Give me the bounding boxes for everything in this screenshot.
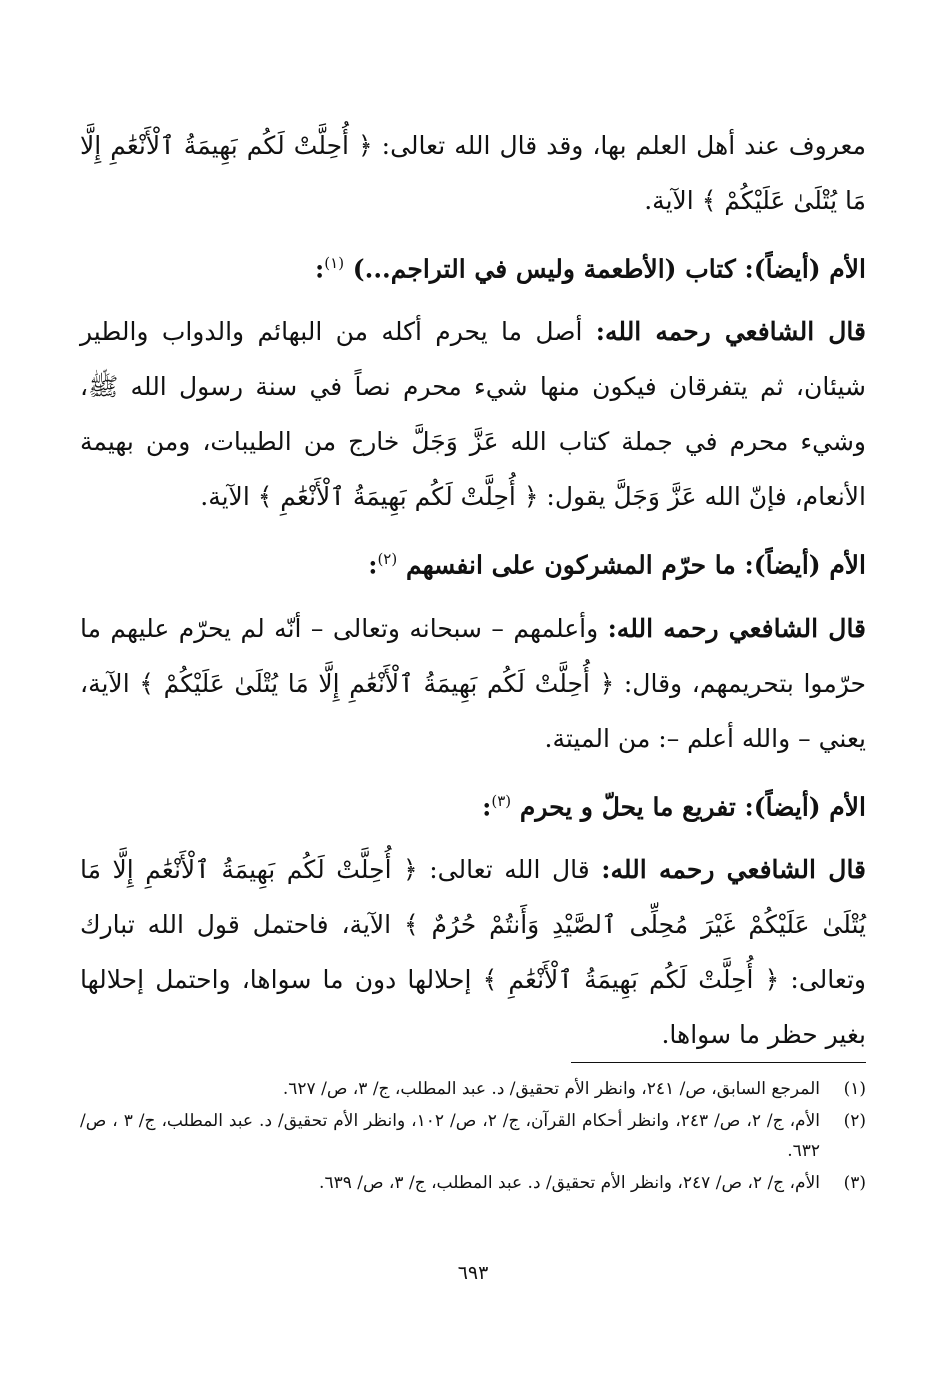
heading-3-colon: : (482, 791, 492, 821)
paragraph-3-text: وأعلمهم – سبحانه وتعالى – أنّه لم يحرّم عليهم ما حرّموا بتحريمهم، وقال: ﴿ أُحِلَّتْ لَكُم بَهِيمَةُ ٱلْأَنْعَٰمِ إِلَّا مَا يُتْلَىٰ عَلَيْكُمْ ﴾ الآية، يعني – والله أعلم –: من الميتة. (80, 613, 866, 753)
footnote-divider (571, 1062, 866, 1063)
heading-2 (80, 532, 866, 592)
footnote-text: المرجع السابق، ص/ ٢٤١، وانظر الأم تحقيق/ د. عبد المطلب، ج/ ٣، ص/ ٦٢٧. (282, 1079, 820, 1099)
paragraph-2-text: أصل ما يحرم أكله من البهائم والدواب والطير شيئان، ثم يتفرقان فيكون منها شيء محرم نصاً في سنة رسول الله ﷺ، وشيء محرم في جملة كتاب الله عَزَّ وَجَلَّ خارج من الطيبات، ومن بهيمة الأنعام، فإنّ الله عَزَّ وَجَلَّ يقول: ﴿ أُحِلَّتْ لَكُم بَهِيمَةُ ٱلْأَنْعَٰمِ ﴾ الآية. (80, 317, 866, 512)
heading-1-text: الأم (أيضاً): كتاب (الأطعمة وليس في التراجم...) (352, 254, 866, 284)
footnote-number: (٣) (843, 1173, 866, 1193)
paragraph-2-lead: قال الشافعي رحمه الله: (595, 317, 866, 347)
footnote-text: الأم، ج/ ٢، ص/ ٢٤٧، وانظر الأم تحقيق/ د. عبد المطلب، ج/ ٣، ص/ ٦٣٩. (319, 1173, 820, 1193)
paragraph-4-lead: قال الشافعي رحمه الله: (601, 854, 867, 884)
paragraph-2 (80, 304, 866, 524)
heading-3 (80, 774, 866, 834)
footnote-1 (80, 1074, 866, 1104)
footnote-ref-1[interactable]: (١) (324, 254, 345, 272)
footnote-number: (١) (843, 1079, 866, 1099)
heading-1-colon: : (315, 254, 325, 284)
heading-3-text: الأم (أيضاً): تفريع ما يحلّ و يحرم (519, 791, 866, 821)
footnote-2 (80, 1106, 866, 1166)
paragraph-3 (80, 601, 866, 766)
paragraph-3-lead: قال الشافعي رحمه الله: (607, 613, 867, 643)
footnote-text: الأم، ج/ ٢، ص/ ٢٤٣، وانظر أحكام القرآن، ج/ ٢، ص/ ١٠٢، وانظر الأم تحقيق/ د. عبد المطلب، ج/ ٣ ، ص/ ٦٣٢. (80, 1111, 820, 1161)
footnote-3 (80, 1168, 866, 1198)
heading-1 (80, 236, 866, 296)
footnotes (80, 1074, 866, 1200)
page-number: ٦٩٣ (457, 1262, 489, 1284)
paragraph-1 (80, 118, 866, 228)
heading-2-colon: : (368, 550, 378, 580)
footnote-number: (٢) (843, 1111, 866, 1131)
paragraph-4-text: قال الله تعالى: ﴿ أُحِلَّتْ لَكُم بَهِيمَةُ ٱلْأَنْعَٰمِ إِلَّا مَا يُتْلَىٰ عَلَيْكُمْ غَيْرَ مُحِلِّى ٱلصَّيْدِ وَأَنتُمْ حُرُمٌ ﴾ الآية، فاحتمل قول الله تبارك وتعالى: ﴿ أُحِلَّتْ لَكُم بَهِيمَةُ ٱلْأَنْعَٰمِ ﴾ إحلالها دون ما سواها، واحتمل إحلالها بغير حظر ما سواها. (80, 854, 866, 1049)
footnote-ref-3[interactable]: (٣) (491, 791, 512, 810)
paragraph-1-text: معروف عند أهل العلم بها، وقد قال الله تعالى: ﴿ أُحِلَّتْ لَكُم بَهِيمَةُ ٱلْأَنْعَٰمِ إِلَّا مَا يُتْلَىٰ عَلَيْكُمْ ﴾ الآية. (80, 131, 866, 215)
heading-2-text: الأم (أيضاً): ما حرّم المشركون على انفسهم (405, 550, 866, 580)
footnote-ref-2[interactable]: (٢) (377, 550, 398, 569)
paragraph-4 (80, 842, 866, 1062)
